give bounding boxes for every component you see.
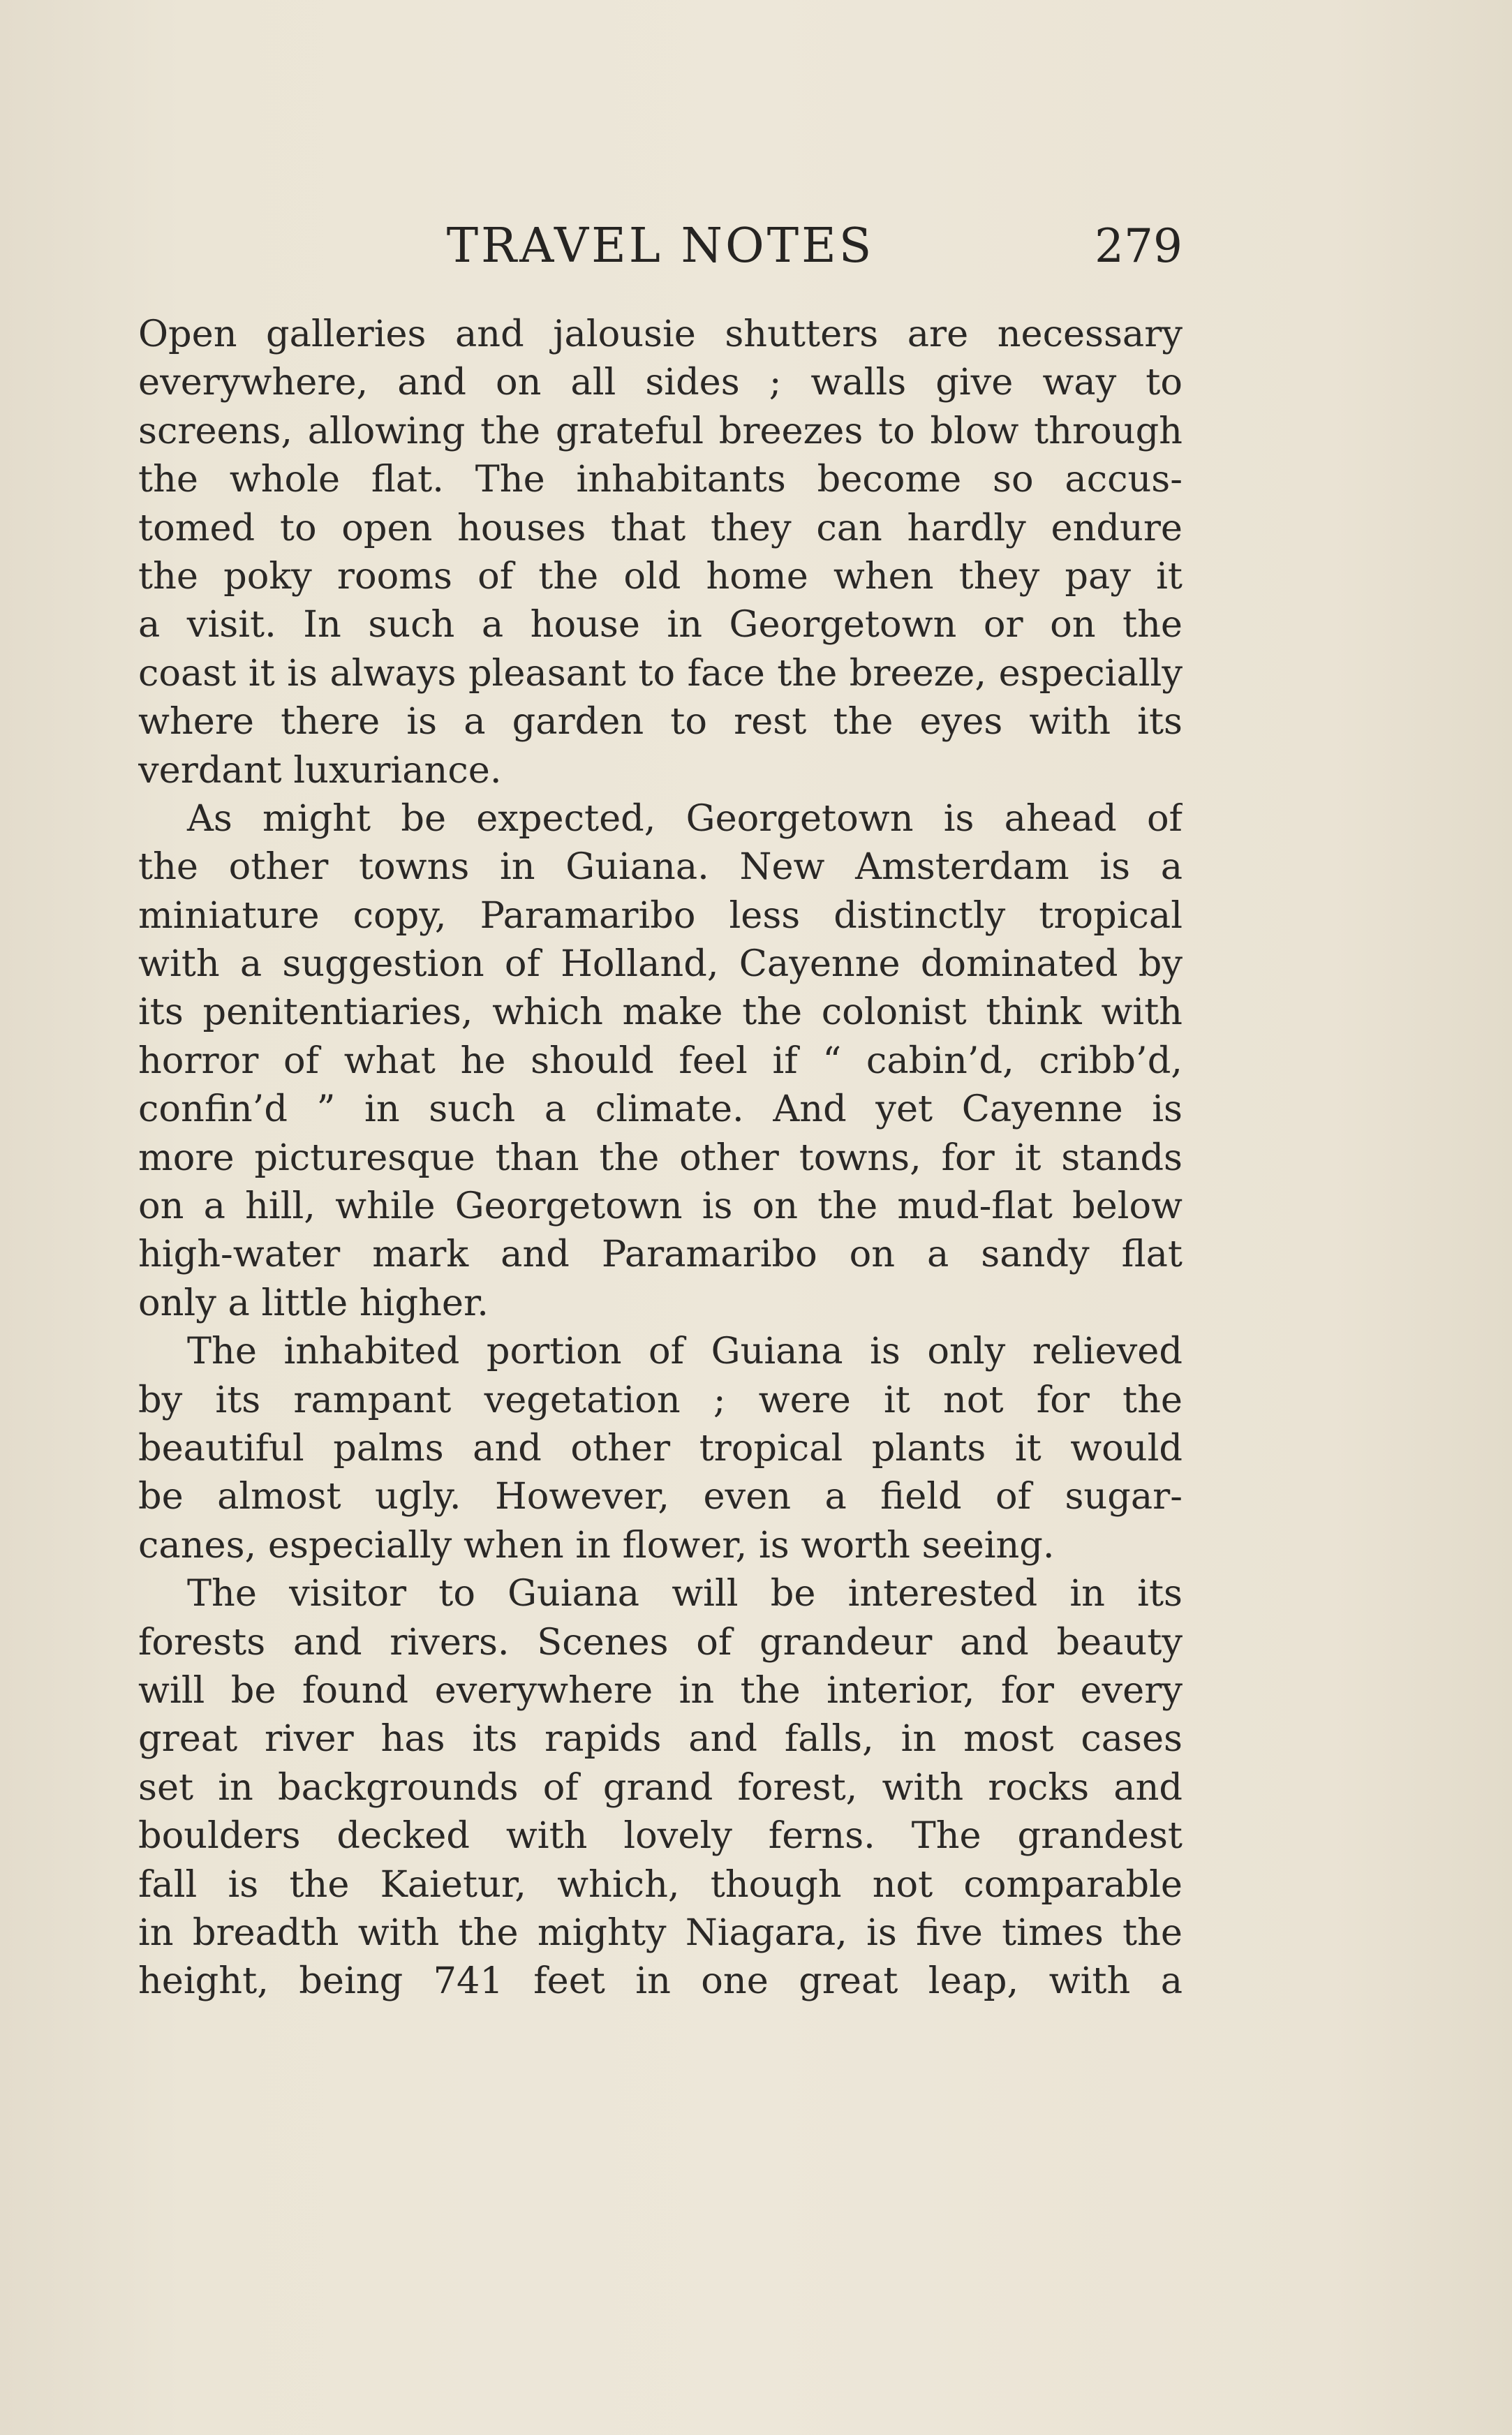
text-line: height, being 741 feet in one great leap, with a [138, 1960, 1183, 2003]
text-line: fall is the Kaietur, which, though not comparable [138, 1863, 1183, 1906]
text-line: tomed to open houses that they can hardly endure [138, 506, 1183, 549]
text-line: a visit. In such a house in Georgetown or on the [138, 603, 1183, 646]
body-text [138, 310, 1183, 2006]
text-line: confin’d ” in such a climate. And yet Cayenne is [138, 1088, 1183, 1131]
text-line: boulders decked with lovely ferns. The grandest [138, 1814, 1183, 1858]
text-line: by its rampant vegetation ; were it not for the [138, 1378, 1183, 1421]
text-line: in breadth with the mighty Niagara, is five times the [138, 1911, 1183, 1954]
text-line: verdant luxuriance. [138, 748, 502, 792]
text-line: will be found everywhere in the interior, for every [138, 1668, 1183, 1712]
running-header [138, 215, 1183, 278]
text-line: everywhere, and on all sides ; walls give way to [138, 361, 1183, 404]
text-line: with a suggestion of Holland, Cayenne dominated by [138, 942, 1183, 986]
text-line: canes, especially when in flower, is worth seeing. [138, 1523, 1055, 1567]
text-line: miniature copy, Paramaribo less distinctly tropical [138, 894, 1183, 937]
text-line: its penitentiaries, which make the colonist think with [138, 991, 1183, 1034]
text-line: high-water mark and Paramaribo on a sandy flat [138, 1233, 1183, 1276]
text-line: Open galleries and jalousie shutters are necessary [138, 313, 1183, 355]
paragraph-first-line: As might be expected, Georgetown is ahead of [187, 797, 1183, 840]
text-line: on a hill, while Georgetown is on the mud-flat below [138, 1185, 1183, 1228]
text-line: forests and rivers. Scenes of grandeur and beauty [138, 1620, 1183, 1664]
text-line: only a little higher. [138, 1281, 489, 1324]
paragraph-first-line: The inhabited portion of Guiana is only relieved [187, 1330, 1183, 1373]
text-line: great river has its rapids and falls, in most cases [138, 1717, 1183, 1761]
text-line: the other towns in Guiana. New Amsterdam is a [138, 845, 1183, 889]
text-line: the poky rooms of the old home when they pay it [138, 554, 1183, 598]
text-line: coast it is always pleasant to face the breeze, especially [138, 651, 1183, 695]
text-line: screens, allowing the grateful breezes to blow through [138, 409, 1183, 452]
text-line: be almost ugly. However, even a field of sugar- [138, 1475, 1183, 1518]
text-line: the whole flat. The inhabitants become so accus- [138, 458, 1183, 501]
text-line: more picturesque than the other towns, for it stands [138, 1136, 1183, 1179]
text-line: beautiful palms and other tropical plants it would [138, 1426, 1183, 1470]
paragraph-first-line: The visitor to Guiana will be interested in its [187, 1572, 1183, 1615]
text-line: horror of what he should feel if “ cabin’d, cribb’d, [138, 1039, 1183, 1082]
page-number: 279 [1095, 219, 1183, 273]
text-line: set in backgrounds of grand forest, with rocks and [138, 1766, 1183, 1809]
text-line: where there is a garden to rest the eyes with its [138, 700, 1183, 743]
running-title: TRAVEL NOTES [446, 219, 875, 274]
